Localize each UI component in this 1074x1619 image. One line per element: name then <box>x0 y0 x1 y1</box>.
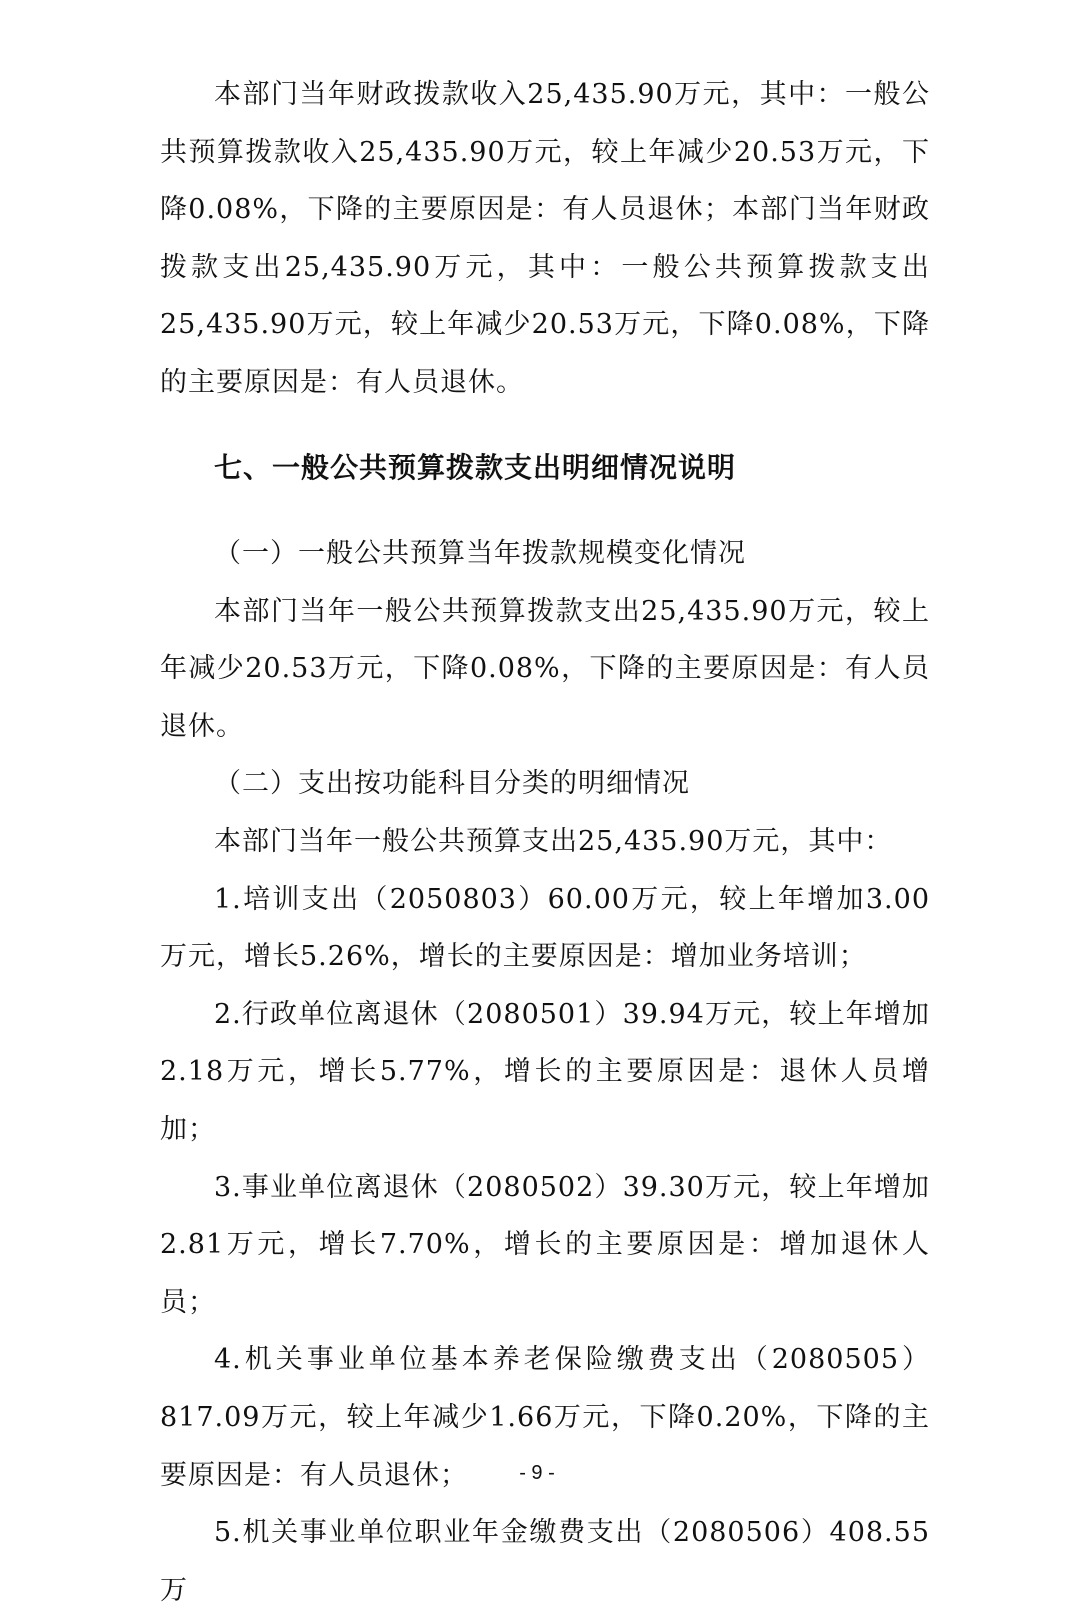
body-text <box>160 66 930 412</box>
list-item-5: 5.机关事业单位职业年金缴费支出（2080506）408.55万 <box>160 1517 930 1606</box>
paragraph-scale-change: 本部门当年一般公共预算拨款支出25,435.90万元，较上年减少20.53万元，下降0.08%，下降的主要原因是：有人员退休。 <box>160 595 930 742</box>
page-number: - 9 - <box>519 1462 555 1484</box>
section-7-body <box>160 525 930 1619</box>
paragraph-appropriation-summary: 本部门当年财政拨款收入25,435.90万元，其中：一般公共预算拨款收入25,435.90万元，较上年减少20.53万元，下降0.08%，下降的主要原因是：有人员退休；本部门当年财政拨款支出25,435.90万元，其中：一般公共预算拨款支出25,435.90万元，较上年减少20.53万元，下降0.08%，下降的主要原因是：有人员退休。 <box>160 79 930 398</box>
list-item-2: 2.行政单位离退休（2080501）39.94万元，较上年增加2.18万元，增长5.77%，增长的主要原因是：退休人员增加； <box>160 998 930 1145</box>
list-item-1: 1.培训支出（2050803）60.00万元，较上年增加3.00万元，增长5.26%，增长的主要原因是：增加业务培训； <box>160 883 930 973</box>
section-heading-7: 七、一般公共预算拨款支出明细情况说明 <box>214 451 737 484</box>
paragraph-expenditure-intro: 本部门当年一般公共预算支出25,435.90万元，其中： <box>214 825 893 857</box>
subheading-1: （一）一般公共预算当年拨款规模变化情况 <box>214 538 746 569</box>
subheading-2: （二）支出按功能科目分类的明细情况 <box>214 768 690 800</box>
section-7 <box>160 439 930 497</box>
list-item-3: 3.事业单位离退休（2080502）39.30万元，较上年增加2.81万元，增长7.70%，增长的主要原因是：增加退休人员； <box>160 1171 930 1318</box>
list-item-4: 4.机关事业单位基本养老保险缴费支出（2080505）817.09万元，较上年减少1.66万元，下降0.20%，下降的主要原因是：有人员退休； <box>160 1344 930 1491</box>
